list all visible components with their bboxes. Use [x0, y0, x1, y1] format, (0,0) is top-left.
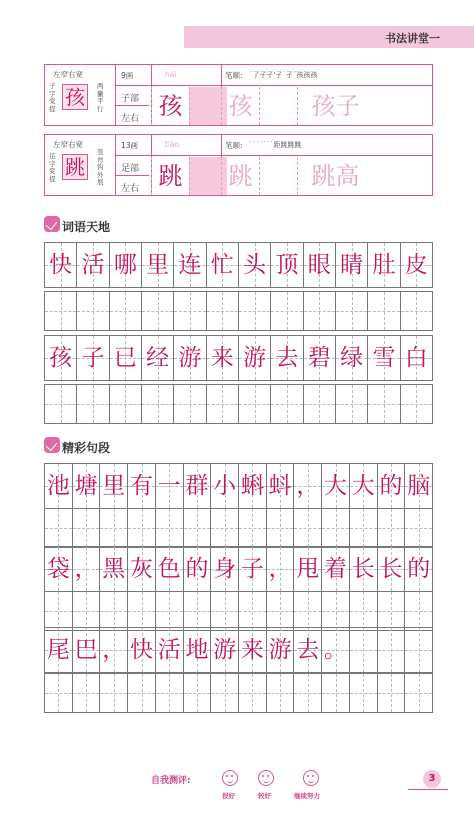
grid-cell: 眼	[304, 243, 336, 287]
structure-label: 左窄右宽	[53, 70, 83, 79]
tip-note: 竖弯钩外展	[97, 148, 104, 186]
grid-cell: 大	[322, 464, 350, 508]
grid-cell: 色	[156, 547, 184, 591]
grid-cell: 经	[142, 336, 174, 380]
stroke-order-label: 笔顺:	[225, 71, 243, 80]
grid-cell	[401, 385, 432, 423]
rating-label: 较好	[258, 792, 271, 800]
grid-cell	[73, 674, 101, 712]
grid-cell: 活	[156, 628, 184, 672]
paragraph-row-1	[44, 463, 433, 509]
grid-cell: ，	[267, 547, 295, 591]
smile-face-icon[interactable]	[258, 770, 274, 786]
grid-cell	[73, 509, 101, 547]
grid-cell	[368, 385, 400, 423]
grid-cell: 来	[207, 336, 239, 380]
grid-cell: 甩	[294, 547, 322, 591]
grid-cell: 游	[267, 628, 295, 672]
grid-cell	[128, 592, 156, 630]
grid-cell	[174, 385, 206, 423]
blank-practice-row	[44, 291, 433, 331]
divider	[115, 65, 116, 125]
grid-cell: 顶	[271, 243, 303, 287]
grid-cell	[405, 628, 432, 672]
grid-cell: 去	[271, 336, 303, 380]
grid-cell: 长	[350, 547, 378, 591]
grid-cell	[267, 592, 295, 630]
grid-cell	[378, 674, 406, 712]
radical-note: 子字变提	[49, 82, 56, 113]
grid-cell: 白	[401, 336, 432, 380]
grid-cell: 哪	[110, 243, 142, 287]
grid-cell	[304, 385, 336, 423]
grid-cell: 大	[350, 464, 378, 508]
grid-cell	[110, 385, 142, 423]
stroke-order-label: 笔顺:	[225, 141, 243, 150]
grid-cell	[239, 674, 267, 712]
grid-cell: 头	[239, 243, 271, 287]
smile-face-icon[interactable]	[222, 770, 238, 786]
paragraph-row-2	[44, 546, 433, 592]
grid-cell: 一	[156, 464, 184, 508]
part-radical: 子部	[121, 94, 140, 104]
practice-cell: 跳	[221, 157, 259, 195]
grid-cell	[184, 674, 212, 712]
grid-cell	[45, 592, 73, 630]
grid-cell	[100, 674, 128, 712]
grid-cell	[142, 292, 174, 330]
grid-cell	[267, 674, 295, 712]
grid-cell	[368, 292, 400, 330]
smile-face-icon[interactable]	[303, 770, 319, 786]
section-title-words: 词语天地	[62, 220, 111, 234]
grid-cell	[336, 292, 368, 330]
grid-cell: 蚪	[267, 464, 295, 508]
practice-cell: 孩	[151, 87, 189, 125]
pencil-icon	[44, 437, 60, 453]
tip-note: 两撇平行	[97, 82, 104, 113]
grid-cell	[378, 592, 406, 630]
grid-cell: 脑	[405, 464, 432, 508]
grid-cell	[239, 292, 271, 330]
grid-cell: 群	[184, 464, 212, 508]
rating-label: 很好	[222, 792, 235, 800]
grid-cell	[156, 509, 184, 547]
structure-label: 左窄右宽	[53, 140, 83, 149]
grid-cell	[294, 592, 322, 630]
grid-cell: 塘	[73, 464, 101, 508]
grid-cell: 游	[174, 336, 206, 380]
grid-cell	[184, 509, 212, 547]
divider	[115, 85, 432, 86]
grid-cell	[304, 292, 336, 330]
grid-cell	[156, 592, 184, 630]
stroke-count: 9画	[121, 71, 134, 80]
grid-cell	[211, 509, 239, 547]
grid-cell: 已	[110, 336, 142, 380]
grid-cell	[77, 385, 109, 423]
grid-cell: 的	[184, 547, 212, 591]
grid-cell	[239, 385, 271, 423]
grid-cell: 绿	[336, 336, 368, 380]
page-number: 3	[423, 770, 441, 788]
grid-cell	[45, 292, 77, 330]
grid-cell: 皮	[401, 243, 432, 287]
grid-cell: 。	[322, 628, 350, 672]
grid-cell: 游	[211, 628, 239, 672]
pencil-icon	[44, 216, 60, 232]
grid-cell	[322, 592, 350, 630]
grid-cell	[174, 292, 206, 330]
grid-cell: 忙	[207, 243, 239, 287]
study-card-tiao	[44, 134, 433, 196]
part-radical: 足部	[121, 164, 140, 174]
grid-cell	[142, 385, 174, 423]
grid-cell	[350, 592, 378, 630]
study-card-hai	[44, 64, 433, 126]
practice-cell	[259, 157, 297, 195]
divider	[115, 105, 149, 106]
grid-cell	[350, 509, 378, 547]
grid-cell: 有	[128, 464, 156, 508]
divider	[115, 155, 432, 156]
grid-cell: 里	[142, 243, 174, 287]
big-character: 孩	[62, 84, 88, 110]
grid-cell: 黑	[100, 547, 128, 591]
page-decoration	[408, 789, 448, 790]
grid-cell	[45, 385, 77, 423]
practice-cell: 跳	[151, 157, 189, 195]
self-eval-label: 自我测评:	[151, 776, 191, 786]
grid-cell	[128, 509, 156, 547]
stroke-order: ˙了孑孑'孑˙孑ˊ孩孩孩	[249, 71, 318, 79]
grid-cell: 快	[45, 243, 77, 287]
grid-cell	[239, 592, 267, 630]
grid-cell: 睛	[336, 243, 368, 287]
grid-cell	[405, 592, 432, 630]
grid-cell	[378, 628, 406, 672]
practice-cell	[259, 87, 297, 125]
grid-cell	[405, 509, 432, 547]
grid-cell	[128, 674, 156, 712]
grid-cell: 小	[211, 464, 239, 508]
grid-cell	[350, 628, 378, 672]
grid-cell	[45, 674, 73, 712]
practice-cell: 孩	[221, 87, 259, 125]
grid-cell	[73, 592, 101, 630]
blank-practice-row	[44, 384, 433, 424]
stroke-count: 13画	[121, 141, 139, 150]
grid-cell: 游	[239, 336, 271, 380]
grid-cell: 身	[211, 547, 239, 591]
grid-cell: ，	[100, 628, 128, 672]
grid-cell	[267, 509, 295, 547]
grid-cell	[294, 674, 322, 712]
grid-cell	[336, 385, 368, 423]
grid-cell: 蝌	[239, 464, 267, 508]
practice-cell: 孩子	[297, 87, 373, 125]
grid-cell: 快	[128, 628, 156, 672]
grid-cell: 来	[239, 628, 267, 672]
stroke-order: ˙˙˙˙˙˙˙距跳跳跳	[249, 141, 302, 149]
grid-cell	[156, 674, 184, 712]
grid-cell	[294, 509, 322, 547]
grid-cell: 袋	[45, 547, 73, 591]
grid-cell	[271, 385, 303, 423]
grid-cell: 巴	[73, 628, 101, 672]
pinyin: tiào	[165, 140, 180, 149]
grid-cell	[322, 509, 350, 547]
grid-cell: 活	[77, 243, 109, 287]
rating-label: 继续努力	[294, 792, 320, 800]
page-header-title: 书法讲堂一	[385, 32, 440, 45]
grid-cell: 碧	[304, 336, 336, 380]
grid-cell	[45, 509, 73, 547]
word-row-1	[44, 242, 433, 288]
grid-cell: 的	[378, 464, 406, 508]
grid-cell: 去	[294, 628, 322, 672]
grid-cell	[378, 509, 406, 547]
grid-cell: 里	[100, 464, 128, 508]
grid-cell	[350, 674, 378, 712]
grid-cell: ，	[73, 547, 101, 591]
blank-practice-row	[44, 673, 433, 713]
grid-cell	[207, 292, 239, 330]
grid-cell	[100, 592, 128, 630]
radical-note: 足字变提	[49, 152, 56, 183]
grid-cell	[211, 592, 239, 630]
grid-cell	[405, 674, 432, 712]
grid-cell: 着	[322, 547, 350, 591]
grid-cell	[322, 674, 350, 712]
grid-cell: 雪	[368, 336, 400, 380]
grid-cell	[184, 592, 212, 630]
grid-cell: 孩	[45, 336, 77, 380]
grid-cell: 连	[174, 243, 206, 287]
grid-cell: 灰	[128, 547, 156, 591]
grid-cell: 肚	[368, 243, 400, 287]
section-title-paragraph: 精彩句段	[62, 441, 111, 455]
part-structure: 左右	[121, 114, 140, 124]
pinyin: hái	[165, 70, 177, 79]
grid-cell: ，	[294, 464, 322, 508]
grid-cell: 尾	[45, 628, 73, 672]
blank-practice-row	[44, 591, 433, 631]
grid-cell	[271, 292, 303, 330]
grid-cell	[211, 674, 239, 712]
practice-cell: 跳高	[297, 157, 373, 195]
paragraph-row-3	[44, 627, 433, 673]
grid-cell: 长	[378, 547, 406, 591]
grid-cell: 地	[184, 628, 212, 672]
grid-cell	[207, 385, 239, 423]
part-structure: 左右	[121, 184, 140, 194]
grid-cell	[100, 509, 128, 547]
grid-cell: 子	[239, 547, 267, 591]
divider	[115, 135, 116, 195]
grid-cell	[77, 292, 109, 330]
grid-cell: 池	[45, 464, 73, 508]
blank-practice-row	[44, 508, 433, 548]
grid-cell	[239, 509, 267, 547]
grid-cell	[110, 292, 142, 330]
word-row-2	[44, 335, 433, 381]
big-character: 跳	[62, 154, 88, 180]
divider	[115, 175, 149, 176]
grid-cell: 的	[405, 547, 432, 591]
grid-cell: 子	[77, 336, 109, 380]
grid-cell	[401, 292, 432, 330]
